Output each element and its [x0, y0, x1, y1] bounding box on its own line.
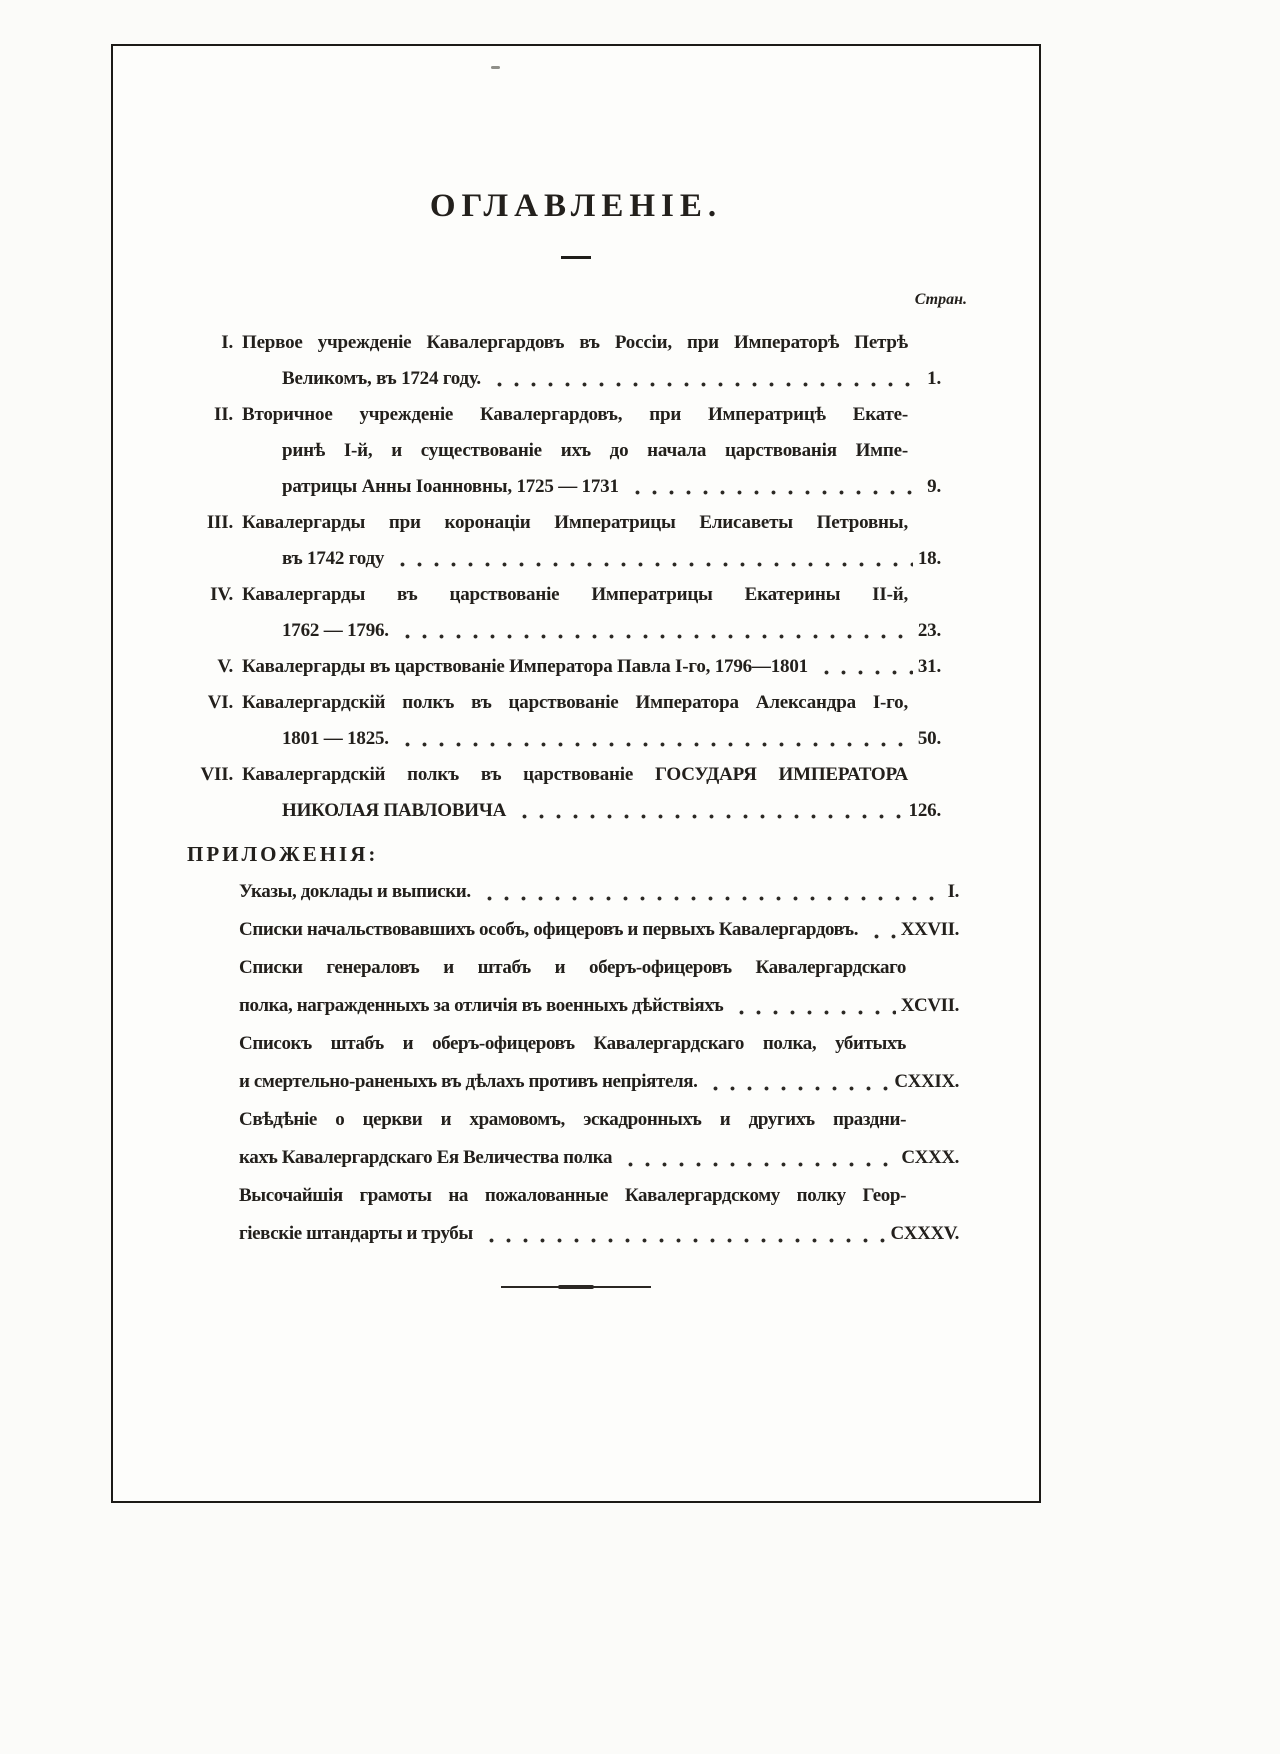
scan-artifact: [491, 66, 500, 69]
entry-line: Кавалергарды въ царствованіе Императрицы Екатерины II-й,: [242, 584, 908, 605]
entry-page-number: XXVII.: [900, 919, 959, 940]
entry-numeral: V.: [217, 656, 233, 677]
entry-page-number: CXXXV.: [890, 1223, 959, 1244]
toc-list: [200, 325, 941, 829]
entry-line: Списки генераловъ и штабъ и оберъ-офицеровъ Кавалергардскаго: [239, 957, 906, 978]
entry-page-number: 18.: [917, 548, 941, 569]
appendix-list: [239, 873, 959, 1253]
entry-line: Списокъ штабъ и оберъ-офицеровъ Кавалергардскаго полка, убитыхъ: [239, 1033, 906, 1054]
appendix-heading: ПРИЛОЖЕНІЯ:: [187, 842, 379, 866]
entry-line: ринѣ I-й, и существованіе ихъ до начала царствованія Импе-: [282, 440, 908, 461]
entry-page-number: 126.: [908, 800, 941, 821]
entry-numeral: VII.: [200, 764, 233, 785]
dot-leader: [868, 934, 896, 939]
dot-leader: [707, 1086, 889, 1091]
dot-leader: [399, 634, 913, 639]
entry-line: [239, 1139, 959, 1177]
entry-line: [239, 987, 959, 1025]
entry-text: 1801 — 1825.: [282, 728, 389, 749]
scanned-page-frame: [111, 44, 1041, 1503]
entry-page-number: 31.: [917, 656, 941, 677]
entry-text: Великомъ, въ 1724 году.: [282, 368, 481, 389]
toc-entry: [206, 505, 941, 577]
entry-page-number: CXXX.: [901, 1147, 959, 1168]
toc-entry: [221, 325, 941, 397]
entry-line: Вторичное учрежденіе Кавалергардовъ, при Императрицѣ Екате-: [242, 404, 908, 425]
appendix-item: [239, 949, 959, 1025]
entry-text: ратрицы Анны Іоанновны, 1725 — 1731: [282, 476, 619, 497]
entry-page-number: 9.: [927, 476, 941, 497]
dot-leader: [733, 1010, 895, 1015]
entry-line: [282, 469, 941, 505]
entry-text: гіевскіе штандарты и трубы: [239, 1223, 473, 1244]
entry-line: Кавалергардскій полкъ въ царствованіе ГОСУДАРЯ ИМПЕРАТОРА: [242, 764, 908, 785]
entry-text: Кавалергарды въ царствованіе Императора Павла I-го, 1796—1801: [242, 656, 808, 677]
entry-text: 1762 — 1796.: [282, 620, 389, 641]
entry-text: НИКОЛАЯ ПАВЛОВИЧА: [282, 800, 507, 821]
entry-text: Указы, доклады и выписки.: [239, 881, 471, 902]
entry-text: и смертельно-раненыхъ въ дѣлахъ противъ непріятеля.: [239, 1071, 698, 1092]
toc-entry: [200, 757, 941, 829]
entry-line: [239, 1215, 959, 1253]
entry-numeral: III.: [206, 512, 233, 533]
entry-line: Высочайшія грамоты на пожалованные Кавалергардскому полку Геор-: [239, 1185, 906, 1206]
dot-leader: [481, 896, 943, 901]
appendix-item: [239, 911, 959, 949]
dot-leader: [394, 562, 913, 567]
entry-line: Первое учрежденіе Кавалергардовъ въ Россіи, при Императорѣ Петрѣ: [242, 332, 908, 353]
toc-entry: [214, 397, 941, 505]
entry-page-number: CXXIX.: [894, 1071, 959, 1092]
dot-leader: [491, 382, 922, 387]
entry-numeral: IV.: [210, 584, 233, 605]
entry-line: [282, 721, 941, 757]
entry-line: [282, 613, 941, 649]
entry-numeral: II.: [214, 404, 233, 425]
appendix-item: [239, 873, 959, 911]
entry-line: [282, 793, 941, 829]
entry-line: [239, 873, 959, 911]
entry-line: [282, 361, 941, 397]
dot-leader: [622, 1162, 896, 1167]
entry-numeral: I.: [221, 332, 233, 353]
page-title: ОГЛАВЛЕНІЕ.: [429, 188, 723, 224]
entry-line: [239, 1063, 959, 1101]
end-ornament: [501, 1283, 651, 1290]
dot-leader: [399, 742, 913, 747]
entry-line: [242, 649, 941, 685]
entry-line: Кавалергардскій полкъ въ царствованіе Императора Александра I-го,: [242, 692, 908, 713]
dot-leader: [516, 814, 903, 819]
appendix-item: [239, 1025, 959, 1101]
toc-entry: [210, 577, 941, 649]
dot-leader: [483, 1238, 886, 1243]
toc-entry: [217, 649, 941, 685]
entry-text: въ 1742 году: [282, 548, 385, 569]
entry-page-number: I.: [947, 881, 959, 902]
entry-page-number: XCVII.: [900, 995, 959, 1016]
entry-line: [239, 911, 959, 949]
dot-leader: [818, 670, 913, 675]
entry-page-number: 23.: [917, 620, 941, 641]
entry-page-number: 1.: [927, 368, 941, 389]
entry-page-number: 50.: [917, 728, 941, 749]
entry-line: [282, 541, 941, 577]
entry-numeral: VI.: [207, 692, 233, 713]
entry-line: Свѣдѣніе о церкви и храмовомъ, эскадронныхъ и другихъ праздни-: [239, 1109, 906, 1130]
entry-text: Списки начальствовавшихъ особъ, офицеровъ и первыхъ Кавалергардовъ.: [239, 919, 859, 940]
appendix-item: [239, 1101, 959, 1177]
dot-leader: [629, 490, 922, 495]
appendix-item: [239, 1177, 959, 1253]
entry-text: полка, награжденныхъ за отличія въ военныхъ дѣйствіяхъ: [239, 995, 724, 1016]
page-column-header: Стран.: [914, 291, 967, 308]
title-divider: [561, 256, 591, 259]
entry-line: Кавалергарды при коронаціи Императрицы Елисаветы Петровны,: [242, 512, 908, 533]
toc-entry: [207, 685, 941, 757]
entry-text: кахъ Кавалергардскаго Ея Величества полка: [239, 1147, 613, 1168]
